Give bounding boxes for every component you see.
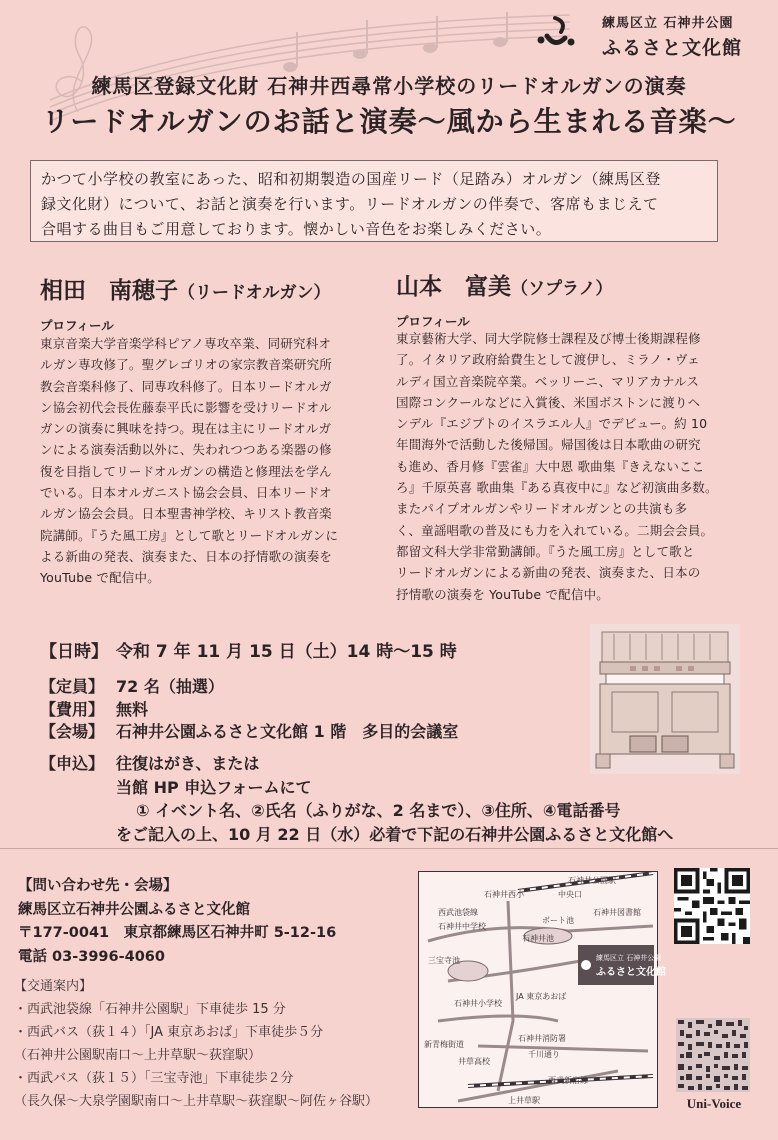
map-venue-line: 練馬区立 石神井公園 [596,954,662,962]
reed-organ-photo [590,624,740,774]
profile-line: 国際コンクールなどに入賞後、米国ボストンに渡りヘ [396,394,701,410]
profile-line: 了。イタリア政府給費生として渡伊し、ミラノ・ヴェ [396,352,700,368]
qr-code-icon[interactable] [674,868,750,944]
event-subtitle: 練馬区登録文化財 石神井西尋常小学校のリードオルガンの演奏 [91,74,687,98]
map-label: 中央口 [558,890,582,899]
profile-line: ろ』千原英喜 歌曲集『ある真夜中に』など初演曲多数。 [396,480,718,496]
performer-1-role: （リードオルガン） [178,283,331,303]
profile-line: またパイプオルガンやリードオルガンとの共演も多 [396,501,688,517]
transit-block [14,975,378,1113]
event-date [40,637,457,662]
profile-line: 東京藝術大学、同大学院修士課程及び博士後期課程修 [396,331,701,346]
brand-org-name: ふるさと文化館 [601,37,742,59]
map-label: ボート池 [542,916,574,925]
apply-line: 往復はがき、または [116,754,260,773]
map-label: 新青梅街道 [424,1040,464,1049]
event-fee [40,697,148,720]
intro-line: かつて小学校の教室にあった、昭和初期製造の国産リード（足踏み）オルガン（練馬区登 [41,170,661,188]
contact-phone: 電話 03-3996-4060 [18,948,165,965]
venue-value: 石神井公園ふるさと文化館 1 階 多目的会議室 [116,722,459,741]
fee-label: 【費用】 [40,700,105,719]
intro-box [30,160,718,242]
event-application [40,752,673,846]
contact-address: 〒177-0041 東京都練馬区石神井町 5-12-16 [18,925,337,941]
profile-line: リードオルガンによる新曲の発表、演奏また、日本の [396,565,701,581]
profile-line: く、童謡唱歌の普及にも力を入れている。二期会会員。 [396,522,714,538]
performer-2-name-text: 山本 富美 [396,274,511,300]
contact-heading: 【問い合わせ先・会場】 [18,878,178,894]
map-label: 上井草駅 [508,1096,540,1105]
fee-value: 無料 [116,700,149,719]
profile-line: ルガン協会会員。日本聖書神学校、キリスト教音楽 [40,506,332,522]
performer-1-name-text: 相田 南穂子 [40,278,178,304]
performer-2-role: （ソプラノ） [511,279,613,299]
event-capacity [40,674,224,697]
section-divider [0,848,778,849]
profile-line: 抒情歌の演奏を YouTube で配信中。 [396,586,609,602]
profile-line: も進め、香月修『雲雀』大中恩 歌曲集『きえないここ [396,458,705,474]
univoice-label: Uni-Voice [686,1096,742,1111]
performer-1-profile-label: プロフィール [40,318,114,333]
venue-brand [602,12,742,60]
performer-2-name [396,268,613,301]
venue-label: 【会場】 [40,722,105,741]
apply-line: をご記入の上、10 月 22 日（水）必着で下記の石神井公園ふるさと文化館へ [116,824,674,844]
event-venue [40,719,458,742]
map-label: 石神井西小 [484,890,524,899]
transit-line: （長久保〜大泉学園駅南口〜上井草駅〜荻窪駅〜阿佐ヶ谷駅） [14,1094,379,1109]
profile-line: 院講師。『うた風工房』として歌とリードオルガンに [40,527,339,543]
contact-block [18,875,336,969]
profile-line: ンデル『エジプトのイスラエル人』でデビュー。約 10 [396,416,708,432]
map-label: 石神井池 [522,934,554,943]
profile-line: ルディ国立音楽院卒業。ベッリーニ、マリアカナルス [396,373,700,389]
map-label: 西武新宿線 [548,1076,588,1085]
profile-line: よる新曲の発表、演奏また、日本の抒情歌の演奏を [40,548,333,564]
transit-line: ・西武バス（荻１４）「JA 東京あおば」下車徒歩５分 [14,1025,324,1040]
map-label: 石神井図書館 [593,908,641,917]
performer-2-profile [396,328,748,605]
profile-line: ンによる演奏活動以外に、失われつつある楽器の修 [40,442,332,458]
access-map [418,871,666,1108]
capacity-label: 【定員】 [40,677,105,696]
apply-line: ① イベント名、②氏名（ふりがな、2 名まで）、③住所、④電話番号 [136,801,621,820]
profile-line: 教会音楽科修了、同専攻科修了。日本リードオルガ [40,378,332,394]
transit-line: ・西武バス（荻１５）「三宝寺池」下車徒歩２分 [14,1071,294,1086]
performer-2-profile-label: プロフィール [396,314,470,329]
capacity-value: 72 名（抽選） [116,677,224,696]
brand-logo-icon [535,14,575,54]
event-title: リードオルガンのお話と演奏〜風から生まれる音楽〜 [41,105,737,138]
profile-line: 復を目指してリードオルガンの構造と修理法を学ん [40,463,332,479]
date-label: 【日時】 [40,642,108,662]
profile-line: 都留文科大学非常勤講師。『うた風工房』として歌と [396,543,695,559]
profile-line: ン協会初代会長佐藤泰平氏に影響を受けリードオル [40,399,332,415]
transit-heading: 【交通案内】 [14,979,93,994]
map-label: 井草高校 [458,1057,490,1066]
transit-line: ・西武池袋線「石神井公園駅」下車徒歩 15 分 [14,1002,286,1017]
map-label: 千川通り [528,1050,560,1059]
profile-line: ルガン専攻修了。聖グレゴリオの家宗教音楽研究所 [40,357,332,373]
date-value: 令和 7 年 11 月 15 日（土）14 時〜15 時 [116,642,457,662]
intro-line: 録文化財）について、お話と演奏を行います。リードオルガンの伴奏で、客席もまじえて [41,195,659,213]
profile-line: 東京音楽大学音楽学科ピアノ専攻卒業、同研究科オ [40,336,332,351]
brand-org-line: 練馬区立 石神井公園 [601,16,734,31]
map-label: 石神井消防署 [518,1034,566,1043]
intro-line: 合唱する曲目もご用意しております。懐かしい音色をお楽しみください。 [41,220,552,238]
transit-line: （石神井公園駅南口〜上井草駅〜荻窪駅） [14,1048,262,1063]
venue-location-icon [581,960,591,970]
performer-1-name [40,272,331,305]
map-venue-name: ふるさと文化館 [596,967,666,978]
univoice-code-icon[interactable] [676,1018,750,1092]
map-label: 石神井小学校 [454,999,502,1008]
map-label: 石神井公園駅 [568,876,616,885]
map-label: 西武池袋線 [438,908,478,917]
apply-label: 【申込】 [40,754,105,773]
map-label: JA 東京あおば [516,992,567,1001]
contact-name: 練馬区立石神井公園ふるさと文化館 [18,901,250,918]
map-label: 三宝寺池 [428,956,460,965]
profile-line: でいる。日本オルガニスト協会会員、日本リードオ [40,485,332,501]
performer-1-profile [40,333,375,589]
apply-line: 当館 HP 申込フォームにて [116,777,312,797]
map-label: 石神井中学校 [438,922,486,931]
profile-line: ガンの演奏に興味を持つ。現在は主にリードオルガ [40,421,332,437]
profile-line: 年間海外で活動した後帰国。帰国後は日本歌曲の研究 [396,437,701,453]
profile-line: YouTube で配信中。 [40,570,160,586]
